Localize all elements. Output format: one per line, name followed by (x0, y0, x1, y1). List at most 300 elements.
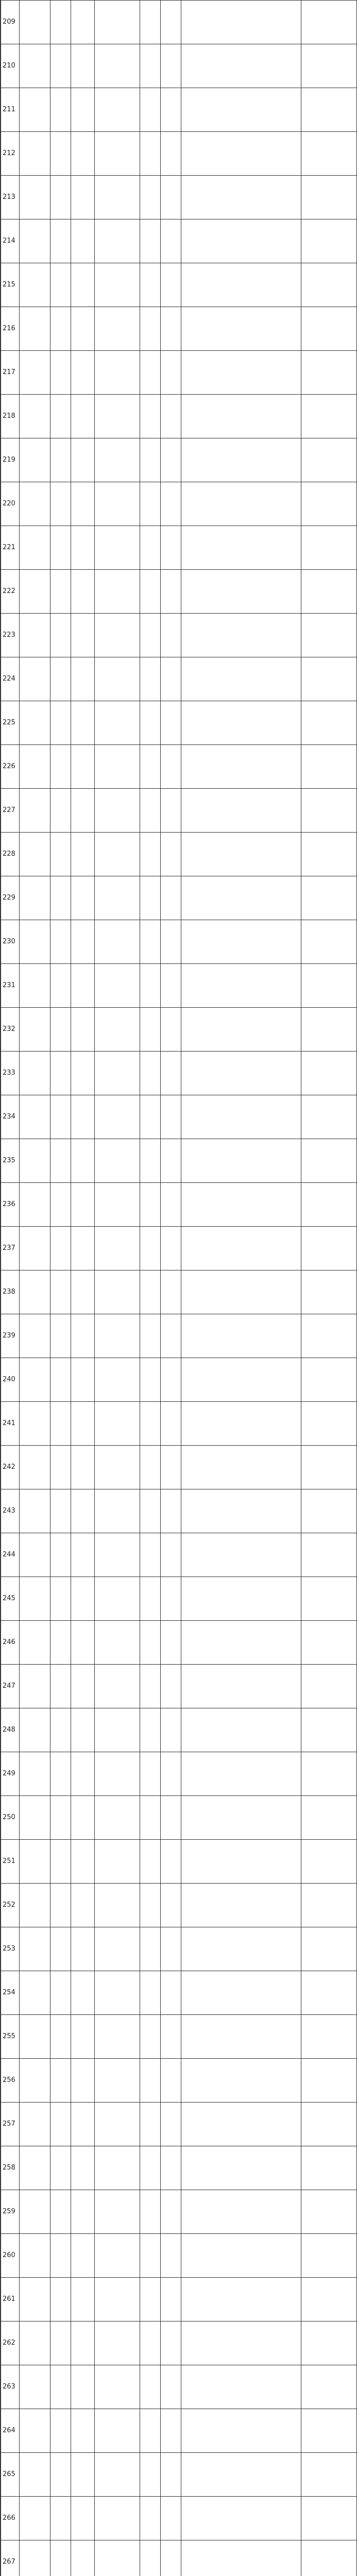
table-row (1, 833, 357, 876)
post-type-cell (140, 2103, 161, 2146)
table-row (1, 1708, 357, 1752)
post-type-cell (140, 1884, 161, 1927)
funding-type-cell (71, 1008, 95, 1052)
row-number: 264 (1, 2409, 20, 2453)
row-number: 246 (1, 1621, 20, 1665)
education-requirement-cell (301, 1884, 357, 1927)
table-row (1, 789, 357, 833)
row-number: 229 (1, 876, 20, 920)
row-number: 218 (1, 395, 20, 438)
employer-cell (20, 1358, 50, 1402)
education-requirement-cell (301, 920, 357, 964)
education-requirement-cell (301, 351, 357, 395)
funding-type-cell (71, 44, 95, 88)
employer-cell (20, 2409, 50, 2453)
post-name-cell (95, 657, 140, 701)
row-number: 234 (1, 1095, 20, 1139)
headcount-cell (161, 526, 181, 570)
headcount-cell (161, 701, 181, 745)
education-requirement-cell (301, 833, 357, 876)
education-requirement-cell (301, 1008, 357, 1052)
post-type-cell (140, 920, 161, 964)
post-type-cell (140, 1971, 161, 2015)
education-requirement-cell (301, 1358, 357, 1402)
post-type-cell (140, 1314, 161, 1358)
row-number: 262 (1, 2321, 20, 2365)
employer-cell (20, 2278, 50, 2321)
education-requirement-cell (301, 2278, 357, 2321)
employer-cell (20, 876, 50, 920)
major-requirement-cell (181, 2453, 301, 2497)
department-cell (50, 2409, 71, 2453)
employer-cell (20, 1052, 50, 1095)
headcount-cell (161, 2015, 181, 2059)
row-number: 238 (1, 1270, 20, 1314)
table-row (1, 2365, 357, 2409)
funding-type-cell (71, 2409, 95, 2453)
post-type-cell (140, 219, 161, 263)
table-row (1, 920, 357, 964)
headcount-cell (161, 745, 181, 789)
row-number: 214 (1, 219, 20, 263)
department-cell (50, 1, 71, 44)
education-requirement-cell (301, 1227, 357, 1270)
post-type-cell (140, 1577, 161, 1621)
major-requirement-cell (181, 964, 301, 1008)
employer-cell (20, 482, 50, 526)
major-requirement-cell (181, 1446, 301, 1489)
education-requirement-cell (301, 1796, 357, 1840)
post-name-cell (95, 1052, 140, 1095)
department-cell (50, 176, 71, 219)
table-row (1, 1402, 357, 1446)
employer-cell (20, 2103, 50, 2146)
post-name-cell (95, 219, 140, 263)
headcount-cell (161, 1533, 181, 1577)
funding-type-cell (71, 964, 95, 1008)
headcount-cell (161, 1752, 181, 1796)
department-cell (50, 526, 71, 570)
post-name-cell (95, 1971, 140, 2015)
table-row (1, 438, 357, 482)
employer-cell (20, 1665, 50, 1708)
major-requirement-cell (181, 1183, 301, 1227)
post-name-cell (95, 614, 140, 657)
post-name-cell (95, 2409, 140, 2453)
table-row (1, 876, 357, 920)
funding-type-cell (71, 1708, 95, 1752)
employer-cell (20, 44, 50, 88)
department-cell (50, 1008, 71, 1052)
headcount-cell (161, 1621, 181, 1665)
row-number: 257 (1, 2103, 20, 2146)
employer-cell (20, 2146, 50, 2190)
department-cell (50, 438, 71, 482)
education-requirement-cell (301, 482, 357, 526)
table-body (1, 1, 357, 2576)
funding-type-cell (71, 1095, 95, 1139)
education-requirement-cell (301, 2103, 357, 2146)
education-requirement-cell (301, 1840, 357, 1884)
headcount-cell (161, 88, 181, 132)
post-type-cell (140, 2409, 161, 2453)
employer-cell (20, 351, 50, 395)
major-requirement-cell (181, 307, 301, 351)
headcount-cell (161, 2234, 181, 2278)
headcount-cell (161, 920, 181, 964)
funding-type-cell (71, 2015, 95, 2059)
headcount-cell (161, 1971, 181, 2015)
funding-type-cell (71, 1840, 95, 1884)
department-cell (50, 1270, 71, 1314)
post-name-cell (95, 2059, 140, 2103)
post-name-cell (95, 833, 140, 876)
post-type-cell (140, 1008, 161, 1052)
major-requirement-cell (181, 833, 301, 876)
post-name-cell (95, 1577, 140, 1621)
major-requirement-cell (181, 789, 301, 833)
table-row (1, 1489, 357, 1533)
employer-cell (20, 526, 50, 570)
education-requirement-cell (301, 2365, 357, 2409)
major-requirement-cell (181, 1840, 301, 1884)
education-requirement-cell (301, 526, 357, 570)
major-requirement-cell (181, 2278, 301, 2321)
funding-type-cell (71, 833, 95, 876)
department-cell (50, 44, 71, 88)
table-row (1, 2234, 357, 2278)
row-number: 210 (1, 44, 20, 88)
funding-type-cell (71, 1884, 95, 1927)
row-number: 259 (1, 2190, 20, 2234)
employer-cell (20, 2234, 50, 2278)
major-requirement-cell (181, 2409, 301, 2453)
post-name-cell (95, 1884, 140, 1927)
major-requirement-cell (181, 745, 301, 789)
table-row (1, 526, 357, 570)
table-row (1, 745, 357, 789)
table-row (1, 2103, 357, 2146)
post-name-cell (95, 745, 140, 789)
employer-cell (20, 2497, 50, 2540)
funding-type-cell (71, 88, 95, 132)
education-requirement-cell (301, 2321, 357, 2365)
funding-type-cell (71, 1971, 95, 2015)
education-requirement-cell (301, 1971, 357, 2015)
major-requirement-cell (181, 1, 301, 44)
table-row (1, 1884, 357, 1927)
table-row (1, 132, 357, 176)
department-cell (50, 1971, 71, 2015)
post-name-cell (95, 1533, 140, 1577)
post-name-cell (95, 176, 140, 219)
row-number: 261 (1, 2278, 20, 2321)
row-number: 251 (1, 1840, 20, 1884)
department-cell (50, 1402, 71, 1446)
row-number: 252 (1, 1884, 20, 1927)
funding-type-cell (71, 2278, 95, 2321)
post-name-cell (95, 1139, 140, 1183)
row-number: 216 (1, 307, 20, 351)
post-name-cell (95, 1, 140, 44)
major-requirement-cell (181, 2146, 301, 2190)
post-type-cell (140, 1402, 161, 1446)
headcount-cell (161, 964, 181, 1008)
table-row (1, 2015, 357, 2059)
education-requirement-cell (301, 88, 357, 132)
major-requirement-cell (181, 657, 301, 701)
funding-type-cell (71, 1052, 95, 1095)
major-requirement-cell (181, 2540, 301, 2576)
post-type-cell (140, 701, 161, 745)
funding-type-cell (71, 701, 95, 745)
department-cell (50, 745, 71, 789)
post-type-cell (140, 1665, 161, 1708)
row-number: 240 (1, 1358, 20, 1402)
department-cell (50, 219, 71, 263)
department-cell (50, 1095, 71, 1139)
employer-cell (20, 1, 50, 44)
employer-cell (20, 614, 50, 657)
table-row (1, 2540, 357, 2576)
post-type-cell (140, 833, 161, 876)
employer-cell (20, 570, 50, 614)
employer-cell (20, 219, 50, 263)
table-row (1, 482, 357, 526)
headcount-cell (161, 44, 181, 88)
funding-type-cell (71, 395, 95, 438)
education-requirement-cell (301, 1665, 357, 1708)
education-requirement-cell (301, 1270, 357, 1314)
post-name-cell (95, 1358, 140, 1402)
post-name-cell (95, 2146, 140, 2190)
employer-cell (20, 964, 50, 1008)
table-row (1, 1183, 357, 1227)
row-number: 245 (1, 1577, 20, 1621)
funding-type-cell (71, 2497, 95, 2540)
employer-cell (20, 2321, 50, 2365)
post-type-cell (140, 1489, 161, 1533)
table-row (1, 1752, 357, 1796)
major-requirement-cell (181, 1095, 301, 1139)
recruitment-table (1, 0, 357, 2576)
post-type-cell (140, 1095, 161, 1139)
department-cell (50, 2278, 71, 2321)
department-cell (50, 2103, 71, 2146)
employer-cell (20, 1227, 50, 1270)
department-cell (50, 1314, 71, 1358)
headcount-cell (161, 2540, 181, 2576)
funding-type-cell (71, 1577, 95, 1621)
department-cell (50, 570, 71, 614)
major-requirement-cell (181, 2321, 301, 2365)
employer-cell (20, 1577, 50, 1621)
post-name-cell (95, 1183, 140, 1227)
row-number: 267 (1, 2540, 20, 2576)
row-number: 255 (1, 2015, 20, 2059)
row-number: 239 (1, 1314, 20, 1358)
headcount-cell (161, 1884, 181, 1927)
department-cell (50, 964, 71, 1008)
major-requirement-cell (181, 1052, 301, 1095)
table-row (1, 2409, 357, 2453)
post-type-cell (140, 2540, 161, 2576)
employer-cell (20, 1621, 50, 1665)
row-number: 220 (1, 482, 20, 526)
employer-cell (20, 2015, 50, 2059)
major-requirement-cell (181, 1971, 301, 2015)
post-type-cell (140, 745, 161, 789)
table-row (1, 2321, 357, 2365)
major-requirement-cell (181, 1665, 301, 1708)
department-cell (50, 1577, 71, 1621)
row-number: 222 (1, 570, 20, 614)
post-type-cell (140, 307, 161, 351)
employer-cell (20, 1139, 50, 1183)
post-name-cell (95, 1708, 140, 1752)
department-cell (50, 2234, 71, 2278)
education-requirement-cell (301, 1052, 357, 1095)
table-row (1, 351, 357, 395)
department-cell (50, 2321, 71, 2365)
major-requirement-cell (181, 1358, 301, 1402)
post-type-cell (140, 2321, 161, 2365)
funding-type-cell (71, 2059, 95, 2103)
headcount-cell (161, 570, 181, 614)
table-row (1, 964, 357, 1008)
headcount-cell (161, 1052, 181, 1095)
funding-type-cell (71, 1183, 95, 1227)
post-type-cell (140, 657, 161, 701)
post-name-cell (95, 132, 140, 176)
funding-type-cell (71, 1446, 95, 1489)
headcount-cell (161, 657, 181, 701)
row-number: 227 (1, 789, 20, 833)
major-requirement-cell (181, 2190, 301, 2234)
table-row (1, 1095, 357, 1139)
row-number: 248 (1, 1708, 20, 1752)
department-cell (50, 1752, 71, 1796)
major-requirement-cell (181, 395, 301, 438)
education-requirement-cell (301, 2015, 357, 2059)
employer-cell (20, 307, 50, 351)
row-number: 224 (1, 657, 20, 701)
education-requirement-cell (301, 176, 357, 219)
education-requirement-cell (301, 614, 357, 657)
post-type-cell (140, 1927, 161, 1971)
education-requirement-cell (301, 2409, 357, 2453)
headcount-cell (161, 833, 181, 876)
major-requirement-cell (181, 482, 301, 526)
employer-cell (20, 263, 50, 307)
employer-cell (20, 1008, 50, 1052)
funding-type-cell (71, 2540, 95, 2576)
post-type-cell (140, 876, 161, 920)
education-requirement-cell (301, 219, 357, 263)
post-type-cell (140, 1621, 161, 1665)
headcount-cell (161, 614, 181, 657)
funding-type-cell (71, 2146, 95, 2190)
headcount-cell (161, 176, 181, 219)
education-requirement-cell (301, 1139, 357, 1183)
row-number: 241 (1, 1402, 20, 1446)
post-name-cell (95, 1840, 140, 1884)
post-name-cell (95, 438, 140, 482)
post-type-cell (140, 88, 161, 132)
post-name-cell (95, 1796, 140, 1840)
row-number: 244 (1, 1533, 20, 1577)
funding-type-cell (71, 2365, 95, 2409)
department-cell (50, 701, 71, 745)
employer-cell (20, 2365, 50, 2409)
department-cell (50, 833, 71, 876)
major-requirement-cell (181, 1270, 301, 1314)
table-row (1, 1971, 357, 2015)
funding-type-cell (71, 438, 95, 482)
post-name-cell (95, 2278, 140, 2321)
major-requirement-cell (181, 570, 301, 614)
table-row (1, 2059, 357, 2103)
headcount-cell (161, 1927, 181, 1971)
post-type-cell (140, 1796, 161, 1840)
post-type-cell (140, 1, 161, 44)
department-cell (50, 1052, 71, 1095)
employer-cell (20, 1927, 50, 1971)
major-requirement-cell (181, 701, 301, 745)
employer-cell (20, 1314, 50, 1358)
row-number: 265 (1, 2453, 20, 2497)
funding-type-cell (71, 1, 95, 44)
post-name-cell (95, 2103, 140, 2146)
major-requirement-cell (181, 1008, 301, 1052)
post-type-cell (140, 1446, 161, 1489)
row-number: 231 (1, 964, 20, 1008)
post-name-cell (95, 876, 140, 920)
employer-cell (20, 1446, 50, 1489)
major-requirement-cell (181, 614, 301, 657)
major-requirement-cell (181, 2059, 301, 2103)
education-requirement-cell (301, 2146, 357, 2190)
education-requirement-cell (301, 438, 357, 482)
education-requirement-cell (301, 657, 357, 701)
post-name-cell (95, 1489, 140, 1533)
headcount-cell (161, 132, 181, 176)
headcount-cell (161, 1708, 181, 1752)
headcount-cell (161, 1665, 181, 1708)
funding-type-cell (71, 1358, 95, 1402)
post-name-cell (95, 2453, 140, 2497)
headcount-cell (161, 1139, 181, 1183)
department-cell (50, 395, 71, 438)
table-row (1, 219, 357, 263)
employer-cell (20, 2540, 50, 2576)
headcount-cell (161, 438, 181, 482)
table-row (1, 1665, 357, 1708)
headcount-cell (161, 1840, 181, 1884)
headcount-cell (161, 2321, 181, 2365)
post-name-cell (95, 88, 140, 132)
department-cell (50, 2146, 71, 2190)
post-name-cell (95, 307, 140, 351)
education-requirement-cell (301, 1, 357, 44)
department-cell (50, 1183, 71, 1227)
major-requirement-cell (181, 1796, 301, 1840)
post-type-cell (140, 2059, 161, 2103)
headcount-cell (161, 1, 181, 44)
funding-type-cell (71, 2103, 95, 2146)
headcount-cell (161, 1489, 181, 1533)
employer-cell (20, 1796, 50, 1840)
